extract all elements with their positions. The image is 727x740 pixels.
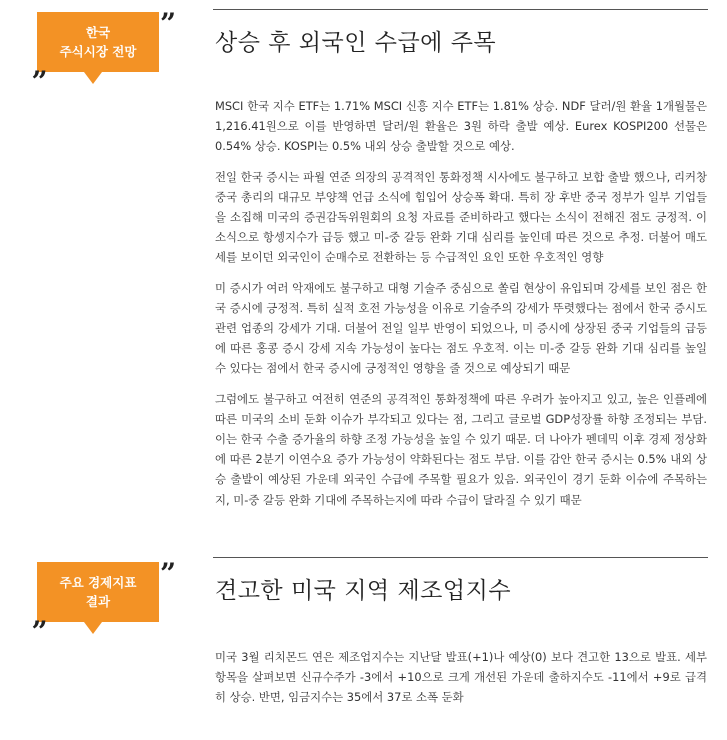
close-quote-icon: ” bbox=[160, 557, 177, 590]
paragraph: 그럼에도 불구하고 여전히 연준의 공격적인 통화정책에 따른 우려가 높아지고 있고, 높은 인플레에 따른 미국의 소비 둔화 이슈가 부각되고 있다는 점, 그리고 글로벌 GDP성장률 하향 조정되는 부담. 이는 한국 수출 증가율의 하향 조정 가능성을 높일 수 있기 때문. 더 나아가 펜데믹 이후 경제 정상화에 따른 2분기 이연수요 증가 가능성이 약화된다는 점도 부담. 이를 감안 한국 증시는 0.5% 내외 상승 출발이 예상된 가운데 외국인 수급에 주목할 필요가 있음. 외국인이 경기 둔화 이슈에 주목하는지, 미-중 갈등 완화 기대에 주목하는지에 따라 수급이 달라질 수 있기 때문 bbox=[215, 391, 707, 507]
badge-tail bbox=[84, 72, 102, 84]
section-title: 견고한 미국 지역 제조업지수 bbox=[215, 578, 512, 604]
badge-line-1: 주요 경제지표 bbox=[59, 575, 137, 590]
paragraph: MSCI 한국 지수 ETF는 1.71% MSCI 신흥 지수 ETF는 1.81% 상승. NDF 달러/원 환율 1개월물은 1,216.41원으로 이를 반영하면 달러/원 환율은 3원 하락 출발 예상. Eurex KOSPI200 선물은 0.54% 상승. KOSPI는 0.5% 내외 상승 출발할 것으로 예상. bbox=[215, 99, 707, 154]
section-body bbox=[215, 96, 707, 520]
section-title: 상승 후 외국인 수급에 주목 bbox=[215, 30, 497, 56]
badge-line-2: 결과 bbox=[85, 594, 111, 609]
open-quote-icon: „ bbox=[32, 599, 49, 632]
paragraph: 전일 한국 증시는 파월 연준 의장의 공격적인 통화정책 시사에도 불구하고 보합 출발 했으나, 리커창 중국 총리의 대규모 부양책 언급 소식에 힘입어 상승폭 확대. 특히 장 후반 중국 정부가 일부 기업들을 소집해 미국의 증권감독위원회의 요청 자료를 준비하라고 했다는 소식이 전해진 점도 긍정적. 이 소식으로 항셍지수가 급등 했고 미-중 갈등 완화 기대 심리를 높인데 따른 것으로 추정. 더불어 매도세를 보이던 외국인이 순매수로 전환하는 등 수급적인 요인 또한 우호적인 영향 bbox=[215, 169, 707, 265]
section-body bbox=[215, 647, 707, 718]
paragraph: 미 증시가 여러 악재에도 불구하고 대형 기술주 중심으로 쏠림 현상이 유입되며 강세를 보인 점은 한국 증시에 긍정적. 특히 실적 호전 가능성을 이유로 기술주의 강세가 뚜렷했다는 점에서 한국 증시도 관련 업종의 강세가 기대. 더불어 전일 일부 반영이 되었으나, 미 증시에 상장된 중국 기업들의 급등에 따른 홍콩 증시 강세 지속 가능성이 높다는 점도 우호적. 이는 미-중 갈등 완화 기대 심리를 높일 수 있다는 점에서 한국 증시에 긍정적인 영향을 줄 것으로 예상되기 때문 bbox=[215, 280, 707, 376]
badge-box bbox=[37, 12, 159, 72]
badge-line-1: 한국 bbox=[85, 25, 111, 40]
open-quote-icon: „ bbox=[32, 49, 49, 82]
close-quote-icon: ” bbox=[160, 7, 177, 40]
section-badge bbox=[32, 557, 177, 640]
paragraph: 미국 3월 리치몬드 연은 제조업지수는 지난달 발표(+1)나 예상(0) 보다 견고한 13으로 발표. 세부 항목을 살펴보면 신규수주가 -3에서 +10으로 크게 개선된 가운데 출하지수도 -11에서 +9로 급격히 상승. 반면, 임금지수는 35에서 37로 소폭 둔화 bbox=[215, 650, 707, 705]
badge-line-2: 주식시장 전망 bbox=[59, 44, 137, 59]
title-rule bbox=[213, 9, 708, 10]
badge-tail bbox=[84, 622, 102, 634]
section-badge bbox=[32, 7, 177, 90]
title-rule bbox=[213, 557, 708, 558]
badge-box bbox=[37, 562, 159, 622]
